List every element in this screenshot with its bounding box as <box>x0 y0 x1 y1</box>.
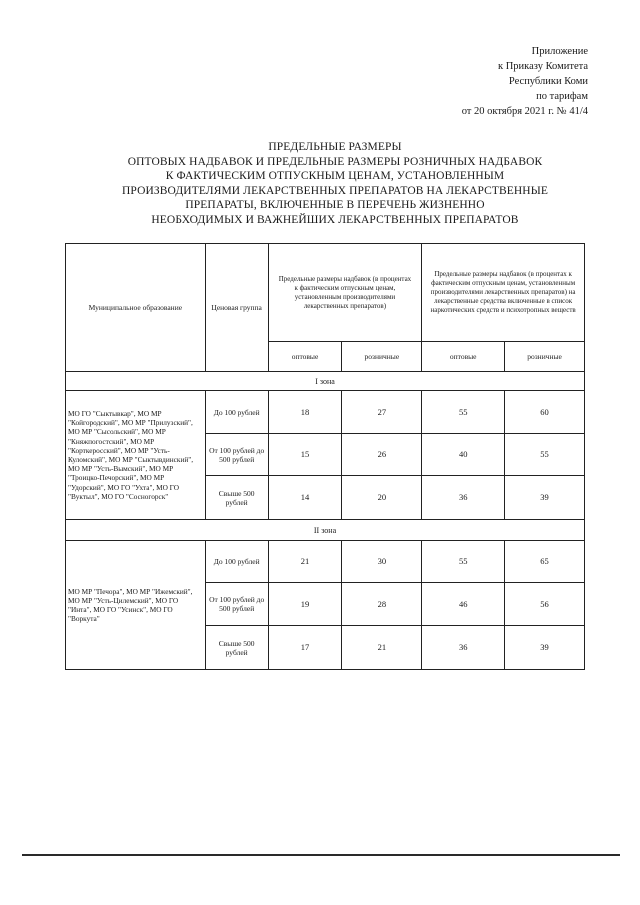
value-cell: 30 <box>342 541 422 583</box>
title-line: ПРЕДЕЛЬНЫЕ РАЗМЕРЫ <box>268 141 402 153</box>
value-cell: 21 <box>268 541 342 583</box>
value-cell: 18 <box>268 391 342 434</box>
municipality-list: МО МР "Печора", МО МР "Ижемский", МО МР "Усть-Цилемский", МО ГО "Инта", МО ГО "Усинск", МО ГО "Воркута" <box>66 541 206 670</box>
title-line: ПРЕПАРАТЫ, ВКЛЮЧЕННЫЕ В ПЕРЕЧЕНЬ ЖИЗНЕННО <box>185 199 485 211</box>
value-cell: 55 <box>505 434 585 476</box>
header-line: Республики Коми <box>508 76 588 87</box>
header-retail: розничные <box>342 342 422 372</box>
zone-label: II зона <box>66 520 585 541</box>
header-wholesale: оптовые <box>268 342 342 372</box>
price-group-cell: Свыше 500 рублей <box>205 626 268 670</box>
table-row <box>66 391 585 434</box>
zone-row <box>66 520 585 541</box>
header-markup-narcotic: Предельные размеры надбавок (в процентах к фактическим отпускным ценам, установленным производителями лекарственных препаратов) на лекарственные средства включенные в список наркотических средств и психотропных веществ <box>422 244 585 342</box>
value-cell: 14 <box>268 476 342 520</box>
value-cell: 46 <box>422 583 505 626</box>
value-cell: 26 <box>342 434 422 476</box>
scan-edge-line <box>22 854 620 856</box>
value-cell: 36 <box>422 626 505 670</box>
document-header <box>462 44 588 119</box>
title-line: ПРОИЗВОДИТЕЛЯМИ ЛЕКАРСТВЕННЫХ ПРЕПАРАТОВ НА ЛЕКАРСТВЕННЫЕ <box>122 184 548 197</box>
header-wholesale: оптовые <box>422 342 505 372</box>
header-line: Приложение <box>531 46 588 57</box>
value-cell: 36 <box>422 476 505 520</box>
header-line: к Приказу Комитета <box>497 61 588 72</box>
price-group-cell: До 100 рублей <box>205 391 268 434</box>
header-retail: розничные <box>505 342 585 372</box>
value-cell: 15 <box>268 434 342 476</box>
value-cell: 21 <box>342 626 422 670</box>
markup-table <box>65 243 585 670</box>
header-municipality: Муниципальное образование <box>66 244 206 372</box>
title-line: К ФАКТИЧЕСКИМ ОТПУСКНЫМ ЦЕНАМ, УСТАНОВЛЕННЫМ <box>165 170 505 182</box>
title-line: НЕОБХОДИМЫХ И ВАЖНЕЙШИХ ЛЕКАРСТВЕННЫХ ПРЕПАРАТОВ <box>151 213 519 226</box>
price-group-cell: Свыше 500 рублей <box>205 476 268 520</box>
value-cell: 60 <box>505 391 585 434</box>
value-cell: 55 <box>422 541 505 583</box>
header-line: от 20 октября 2021 г. № 41/4 <box>461 106 588 117</box>
value-cell: 39 <box>505 476 585 520</box>
value-cell: 39 <box>505 626 585 670</box>
price-group-cell: От 100 рублей до 500 рублей <box>205 583 268 626</box>
price-group-cell: До 100 рублей <box>205 541 268 583</box>
value-cell: 27 <box>342 391 422 434</box>
header-markup-general: Предельные размеры надбавок (в процентах к фактическим отпускным ценам, установленным производителями лекарственных препаратов) <box>268 244 422 342</box>
zone-label: I зона <box>66 372 585 391</box>
header-line: по тарифам <box>536 91 588 102</box>
value-cell: 17 <box>268 626 342 670</box>
table-header-row <box>66 244 585 342</box>
table-row <box>66 541 585 583</box>
price-group-cell: От 100 рублей до 500 рублей <box>205 434 268 476</box>
value-cell: 19 <box>268 583 342 626</box>
value-cell: 28 <box>342 583 422 626</box>
value-cell: 55 <box>422 391 505 434</box>
header-price-group: Ценовая группа <box>205 244 268 372</box>
title-line: ОПТОВЫХ НАДБАВОК И ПРЕДЕЛЬНЫЕ РАЗМЕРЫ РОЗНИЧНЫХ НАДБАВОК <box>127 155 543 168</box>
value-cell: 65 <box>505 541 585 583</box>
value-cell: 20 <box>342 476 422 520</box>
value-cell: 40 <box>422 434 505 476</box>
document-title <box>120 140 550 227</box>
value-cell: 56 <box>505 583 585 626</box>
municipality-list: МО ГО "Сыктывкар", МО МР "Койгородский", МО МР "Прилузский", МО МР "Сысольский", МО МР "Княжпогостский", МО МР "Корткеросский", МО МР "Усть-Куломский", МО МР "Сыктывдинский", МО МР "Усть-Вымский", МО МР "Троицко-Печорский", МО МР "Удорский", МО ГО "Ухта", МО ГО "Вуктыл", МО ГО "Сосногорск" <box>66 391 206 520</box>
zone-row <box>66 372 585 391</box>
